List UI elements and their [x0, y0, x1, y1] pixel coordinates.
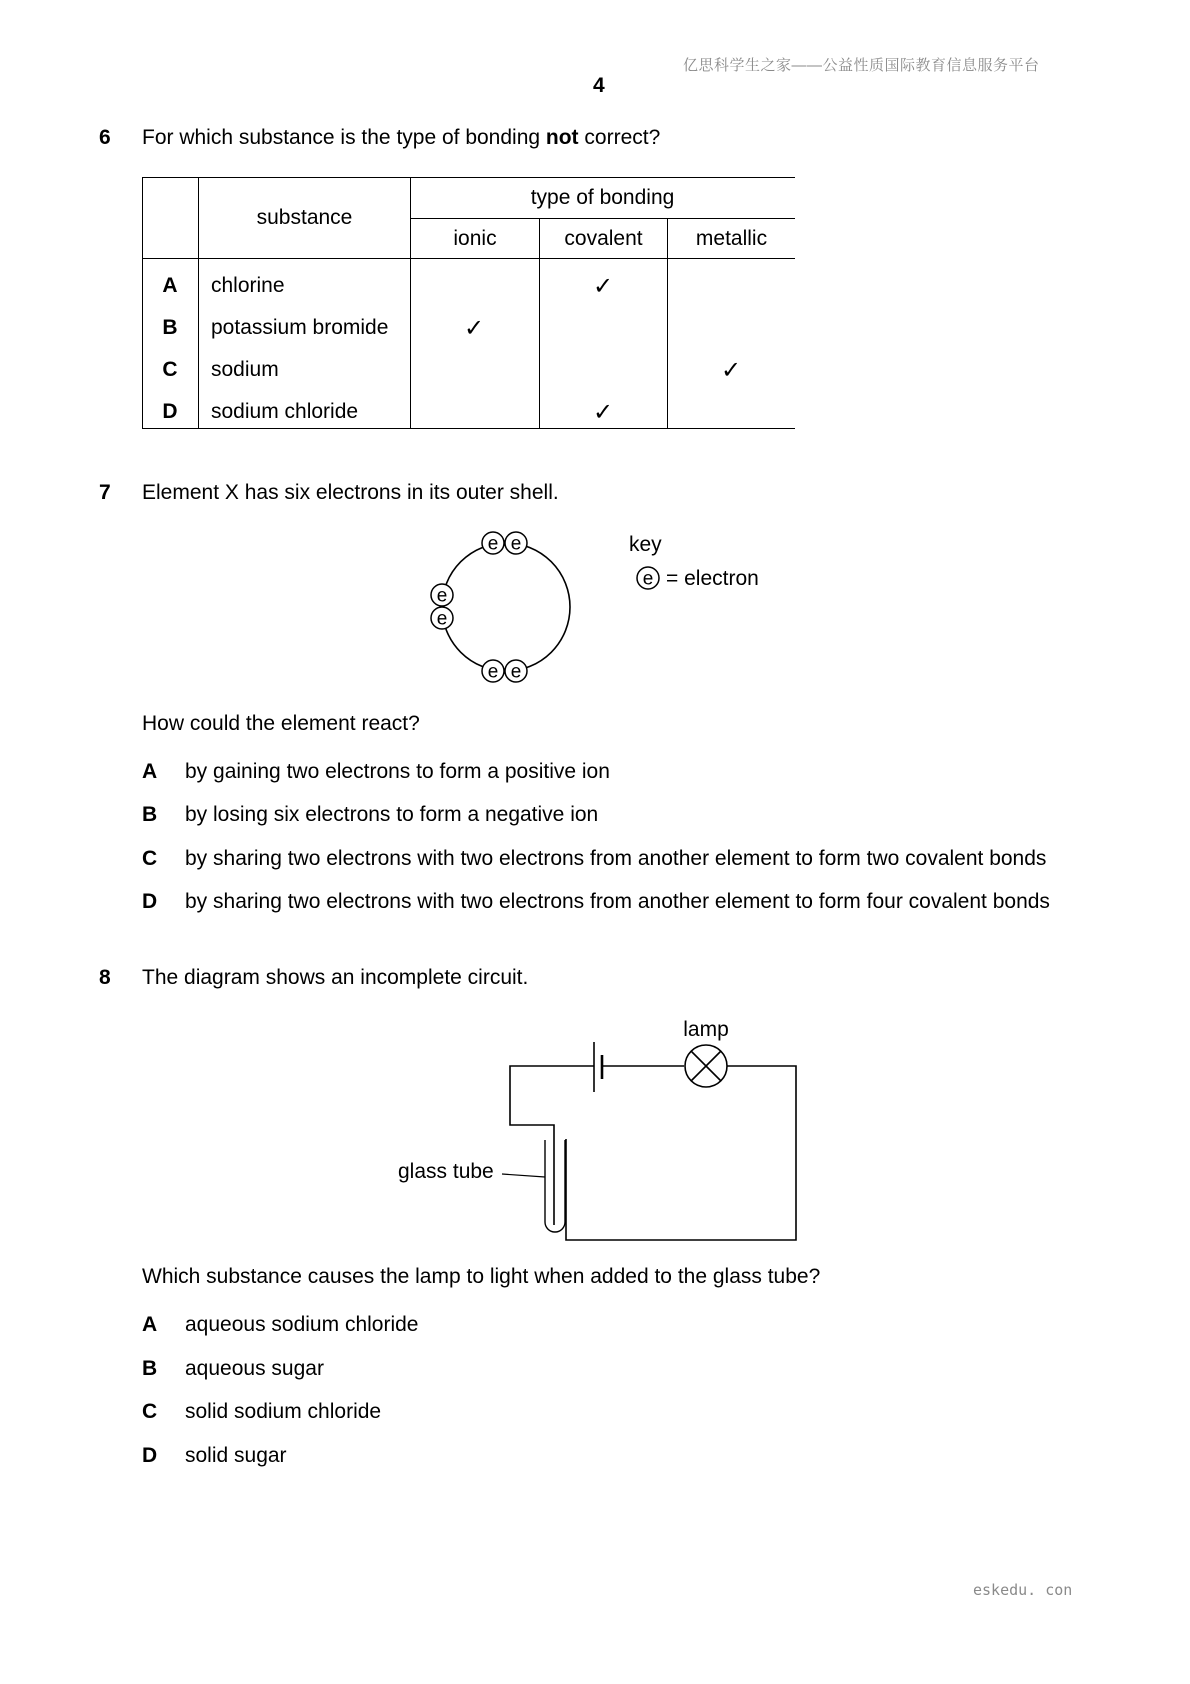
table-substance-divider — [410, 177, 411, 429]
q8-option-c-text: solid sodium chloride — [185, 1400, 382, 1423]
svg-text:e: e — [487, 661, 499, 683]
q8-option-c-letter: C — [142, 1400, 158, 1423]
electron-left-upper — [431, 584, 453, 607]
row-a-letter: A — [162, 274, 178, 297]
header-ionic: ionic — [453, 227, 497, 250]
key-text: = electron — [666, 567, 759, 590]
header-metallic: metallic — [695, 227, 768, 250]
svg-text:e: e — [642, 568, 654, 590]
row-c-letter: C — [162, 358, 178, 381]
header-type-of-bonding: type of bonding — [530, 186, 675, 209]
electron-left-lower — [431, 607, 453, 630]
q8-option-d-letter: D — [142, 1444, 158, 1467]
question-8-text: The diagram shows an incomplete circuit. — [142, 966, 529, 989]
glass-tube-label: glass tube — [398, 1160, 494, 1183]
q7-option-d-letter: D — [142, 890, 158, 913]
table-left-border — [142, 177, 143, 429]
q8-option-a-letter: A — [142, 1313, 158, 1336]
q8-option-a-text: aqueous sodium chloride — [185, 1313, 419, 1336]
svg-text:e: e — [436, 585, 448, 607]
lamp-label: lamp — [683, 1018, 729, 1041]
wire-left — [510, 1066, 594, 1225]
q7-option-a-letter: A — [142, 760, 158, 783]
row-c-metallic-tick: ✓ — [720, 356, 742, 384]
electron-shell-diagram — [420, 525, 780, 690]
q8-option-b-letter: B — [142, 1357, 158, 1380]
question-8-number: 8 — [99, 966, 111, 989]
q8-option-b-text: aqueous sugar — [185, 1357, 324, 1380]
q7-option-c-text: by sharing two electrons with two electrons from another element to form two covalent bonds — [185, 847, 1047, 870]
row-d-substance: sodium chloride — [211, 400, 359, 423]
key-label: key — [629, 533, 662, 556]
svg-text:e: e — [436, 608, 448, 630]
row-b-ionic-tick: ✓ — [463, 314, 485, 342]
table-bottom-border — [142, 428, 795, 429]
table-top-border — [142, 177, 795, 178]
question-7-prompt: How could the element react? — [142, 712, 420, 735]
outer-shell-circle — [442, 543, 570, 671]
row-a-covalent-tick: ✓ — [592, 272, 614, 300]
glass-tube-shape — [545, 1140, 565, 1232]
row-c-substance: sodium — [211, 358, 279, 381]
question-6-number: 6 — [99, 126, 111, 149]
circuit-diagram — [390, 1010, 810, 1250]
lamp-icon — [685, 1045, 727, 1087]
svg-text:e: e — [487, 533, 499, 555]
q7-option-c-letter: C — [142, 847, 158, 870]
q7-option-b-letter: B — [142, 803, 158, 826]
question-6-text-bold: not — [545, 126, 579, 149]
q8-option-d-text: solid sugar — [185, 1444, 287, 1467]
question-6-text-end: correct? — [578, 126, 661, 149]
svg-text:e: e — [510, 661, 522, 683]
svg-text:e: e — [510, 533, 522, 555]
wire-right — [566, 1066, 796, 1240]
footer-site: eskedu. con — [973, 1581, 1073, 1599]
question-7-number: 7 — [99, 481, 111, 504]
header-covalent: covalent — [564, 227, 643, 250]
q7-option-a-text: by gaining two electrons to form a positive ion — [185, 760, 610, 783]
key-electron-symbol — [637, 567, 659, 590]
electron-top-left — [482, 532, 504, 555]
electron-top-right — [505, 532, 527, 555]
question-6-text — [142, 126, 660, 150]
row-a-substance: chlorine — [211, 274, 285, 297]
electron-bottom-left — [482, 660, 504, 683]
glass-tube-leader-line — [502, 1174, 545, 1177]
page-number: 4 — [593, 74, 605, 97]
header-substance: substance — [256, 206, 353, 229]
q7-option-d-text: by sharing two electrons with two electrons from another element to form four covalent bonds — [185, 890, 1050, 913]
question-7-text: Element X has six electrons in its outer shell. — [142, 481, 559, 504]
row-b-letter: B — [162, 316, 178, 339]
table-header-bottom-border — [142, 258, 795, 259]
row-d-letter: D — [162, 400, 178, 423]
row-b-substance: potassium bromide — [211, 316, 389, 339]
table-subheader-border — [410, 218, 795, 219]
question-6-text-start: For which substance is the type of bonding — [142, 126, 546, 149]
watermark-text: 亿思科学生之家——公益性质国际教育信息服务平台 — [683, 57, 1040, 74]
q7-option-b-text: by losing six electrons to form a negative ion — [185, 803, 599, 826]
question-8-prompt: Which substance causes the lamp to light when added to the glass tube? — [142, 1265, 821, 1288]
electron-bottom-right — [505, 660, 527, 683]
row-d-covalent-tick: ✓ — [592, 398, 614, 426]
